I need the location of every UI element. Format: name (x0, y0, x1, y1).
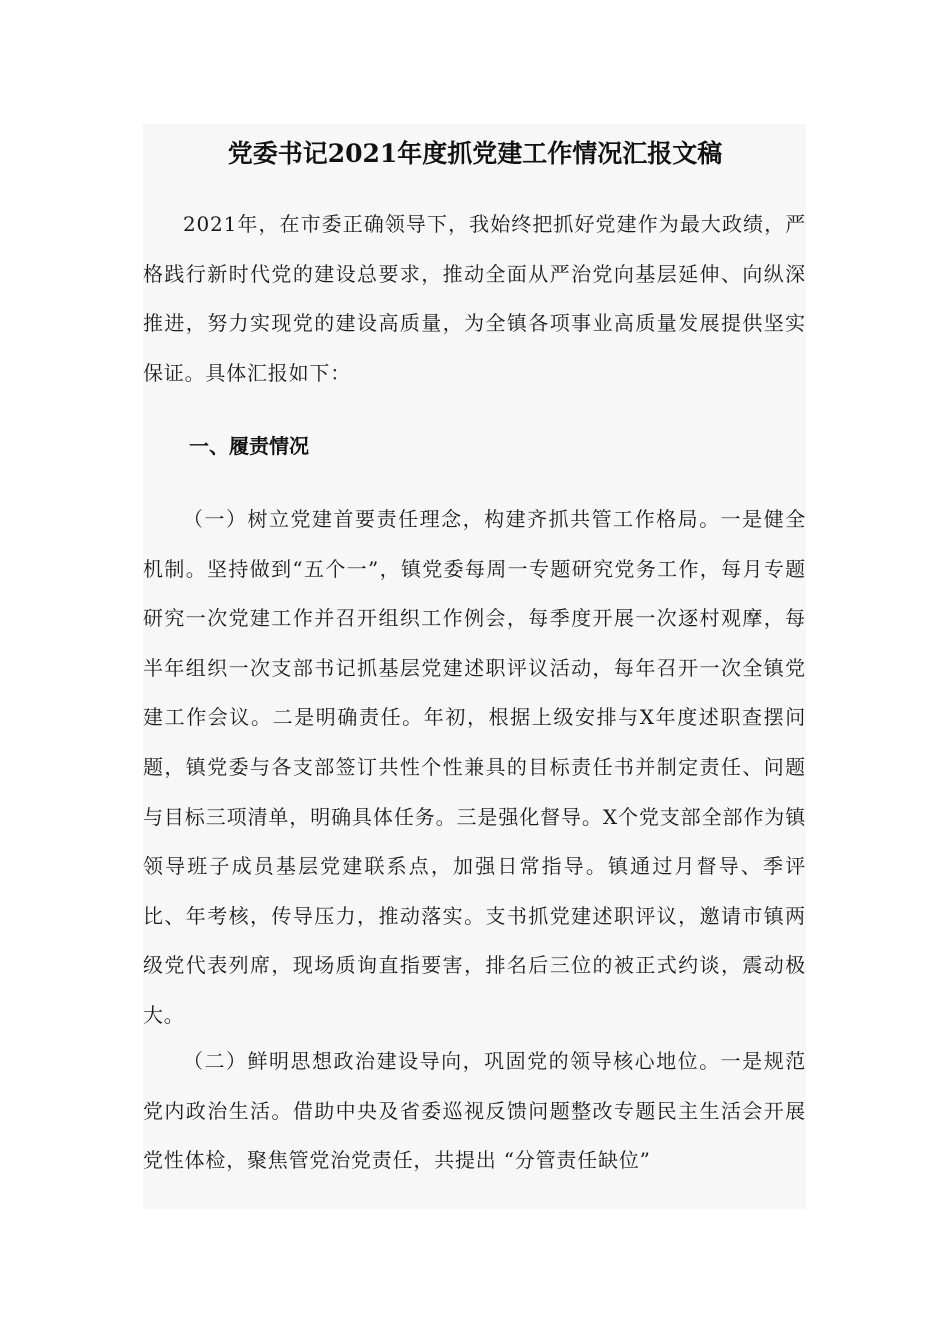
section-heading: 一、履责情况 (189, 434, 309, 458)
intro-paragraph: 2021年，在市委正确领导下，我始终把抓好党建作为最大政绩，严格践行新时代党的建设总要求，推动全面从严治党向基层延伸、向纵深推进，努力实现党的建设高质量，为全镇各项事业高质量发展提供坚实保证。具体汇报如下： (143, 212, 806, 385)
paragraph-political-building: （二）鲜明思想政治建设导向，巩固党的领导核心地位。一是规范党内政治生活。借助中央及省委巡视反馈问题整改专题民主生活会开展党性体检，聚焦管党治党责任，共提出 “分管责任缺位” (143, 1049, 806, 1173)
paragraph-responsibility: （一）树立党建首要责任理念，构建齐抓共管工作格局。一是健全机制。坚持做到“五个一”，镇党委每周一专题研究党务工作，每月专题研究一次党建工作并召开组织工作例会，每季度开展一次逐村观摩，每半年组织一次支部书记抓基层党建述职评议活动，每年召开一次全镇党建工作会议。二是明确责任。年初，根据上级安排与X年度述职查摆问题，镇党委与各支部签订共性个性兼具的目标责任书并制定责任、问题与目标三项清单，明确具体任务。三是强化督导。X个党支部全部作为镇领导班子成员基层党建联系点，加强日常指导。镇通过月督导、季评比、年考核，传导压力，推动落实。支书抓党建述职评议，邀请市镇两级党代表列席，现场质询直指要害，排名后三位的被正式约谈，震动极大。 (143, 507, 806, 1027)
document-title: 党委书记2021年度抓党建工作情况汇报文稿 (227, 139, 723, 168)
